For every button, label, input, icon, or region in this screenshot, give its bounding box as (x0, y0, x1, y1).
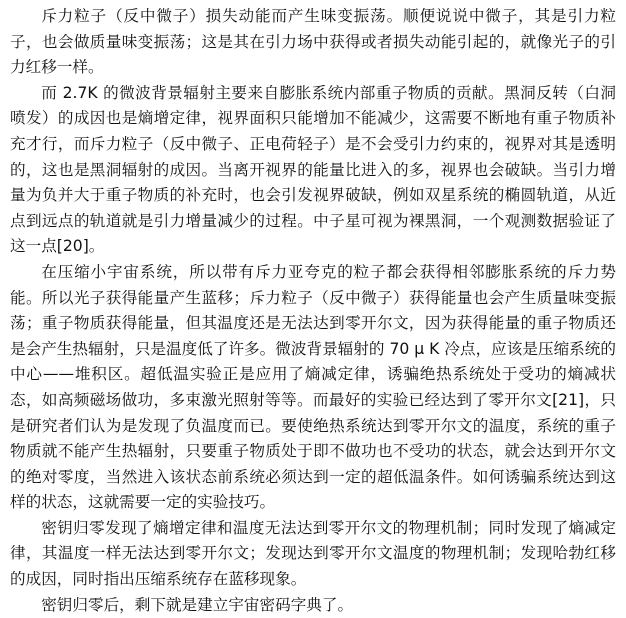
paragraph-key-reset-findings: 密钥归零发现了熵增定律和温度无法达到零开尔文的物理机制；同时发现了熵减定律，其温度一样无法达到零开尔文；发现达到零开尔文温度的物理机制；发现哈勃红移的成因，同时指出压缩系统存在蓝移现象。 (10, 518, 616, 589)
paragraph-microwave-background: 而 2.7K 的微波背景辐射主要来自膨胀系统内部重子物质的贡献。黑洞反转（白洞喷发）的成因也是熵增定律，视界面积只能增加不能减少，这需要不断地有重子物质补充才行，而斥力粒子（反中微子、正电荷轻子）是不会受引力约束的，视界对其是透明的，这也是黑洞辐射的成因。当离开视界的能量比进入的多，视界也会破缺。当引力增量为负并大于重子物质的补充时，也会引发视界破缺，例如双星系统的椭圆轨道，从近点到远点的轨道就是引力增量减少的过程。中子星可视为裸黑洞，一个观测数据验证了这一点[20]。 (10, 83, 616, 256)
paragraph-antineutrino-oscillation: 斥力粒子（反中微子）损失动能而产生味变振荡。顺便说说中微子，其是引力粒子，也会做质量味变振荡；这是其在引力场中获得或者损失动能引起的，就像光子的引力红移一样。 (10, 7, 616, 77)
paragraph-cosmic-dictionary: 密钥归零后，剩下就是建立宇宙密码字典了。 (41, 595, 354, 614)
paragraph-compressed-universe: 在压缩小宇宙系统，所以带有斥力亚夸克的粒子都会获得相邻膨胀系统的斥力势能。所以光子获得能量产生蓝移；斥力粒子（反中微子）获得能量也会产生质量味变振荡；重子物质获得能量，但其温度还是无法达到零开尔文，因为获得能量的重子物质还是会产生热辐射，只是温度低了许多。微波背景辐射的 70 μ K 冷点，应该是压缩系统的中心——堆积区。超低温实验正是应用了熵减定律，诱骗绝热系统处于受功的熵减状态，如高频磁场做功，多束激光照射等等。而最好的实验已经达到了零开尔文[21]，只是研究者们认为是发现了负温度而已。要使绝热系统达到零开尔文的温度，系统的重子物质就不能产生热辐射，只要重子物质处于即不做功也不受功的状态，就会达到开尔文的绝对零度，当然进入该状态前系统必须达到一定的超低温条件。如何诱骗系统达到这样的状态，这就需要一定的实验技巧。 (10, 262, 616, 512)
